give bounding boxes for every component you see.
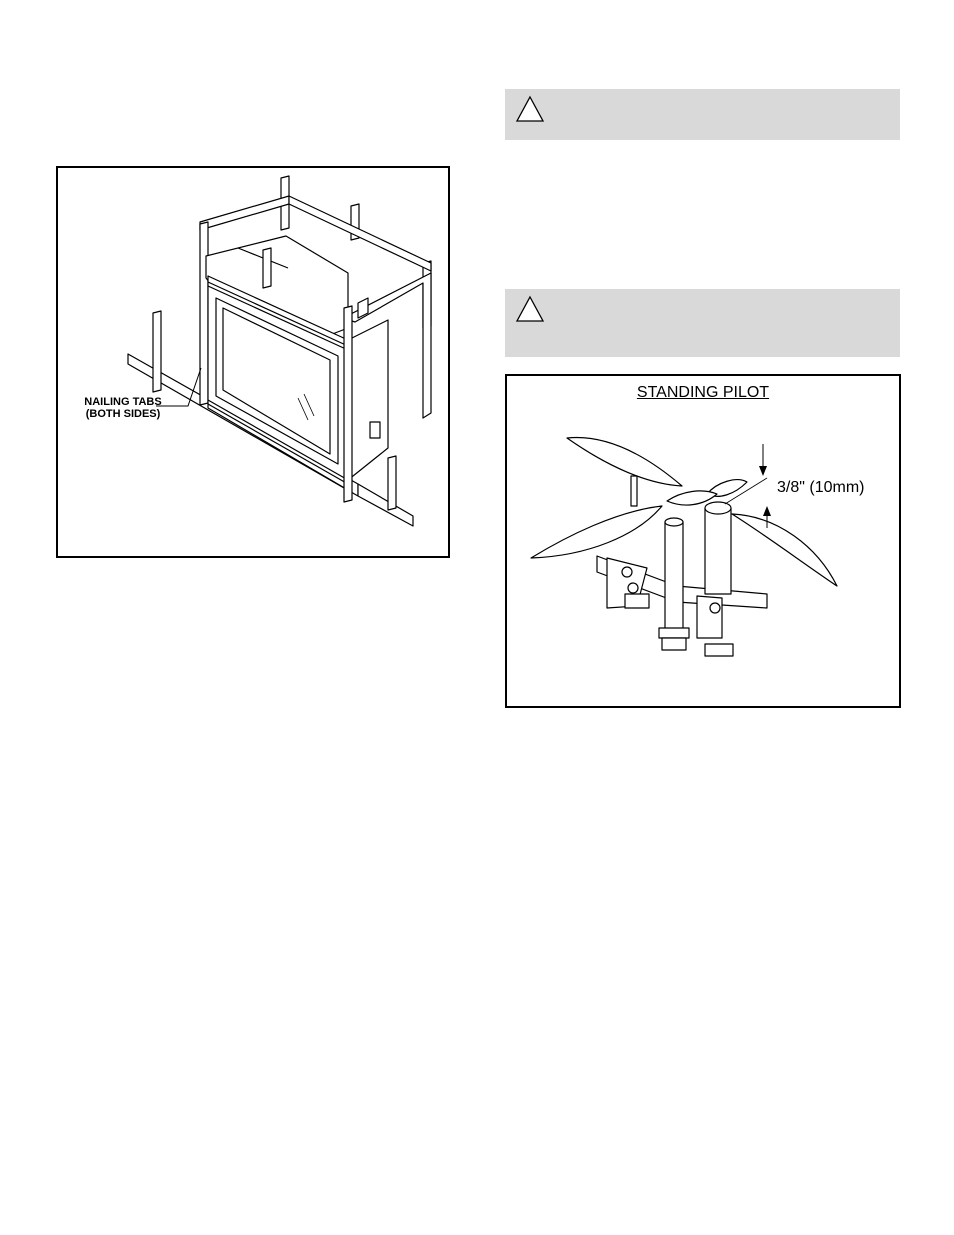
warning-triangle-icon	[515, 95, 545, 123]
figure-title: STANDING PILOT	[636, 384, 770, 401]
standing-pilot-figure	[505, 374, 901, 708]
warning-box	[505, 89, 900, 140]
fireplace-framing-illustration	[58, 168, 448, 556]
dimension-label: 3/8" (10mm)	[777, 479, 865, 496]
framing-figure	[56, 166, 450, 558]
nailing-tabs-line2: (BOTH SIDES)	[85, 408, 161, 420]
standing-pilot-illustration	[507, 376, 899, 706]
warning-triangle-icon	[515, 295, 545, 323]
nailing-tabs-line1: NAILING TABS	[84, 396, 162, 408]
warning-box	[505, 289, 900, 357]
nailing-tabs-label	[68, 396, 178, 420]
